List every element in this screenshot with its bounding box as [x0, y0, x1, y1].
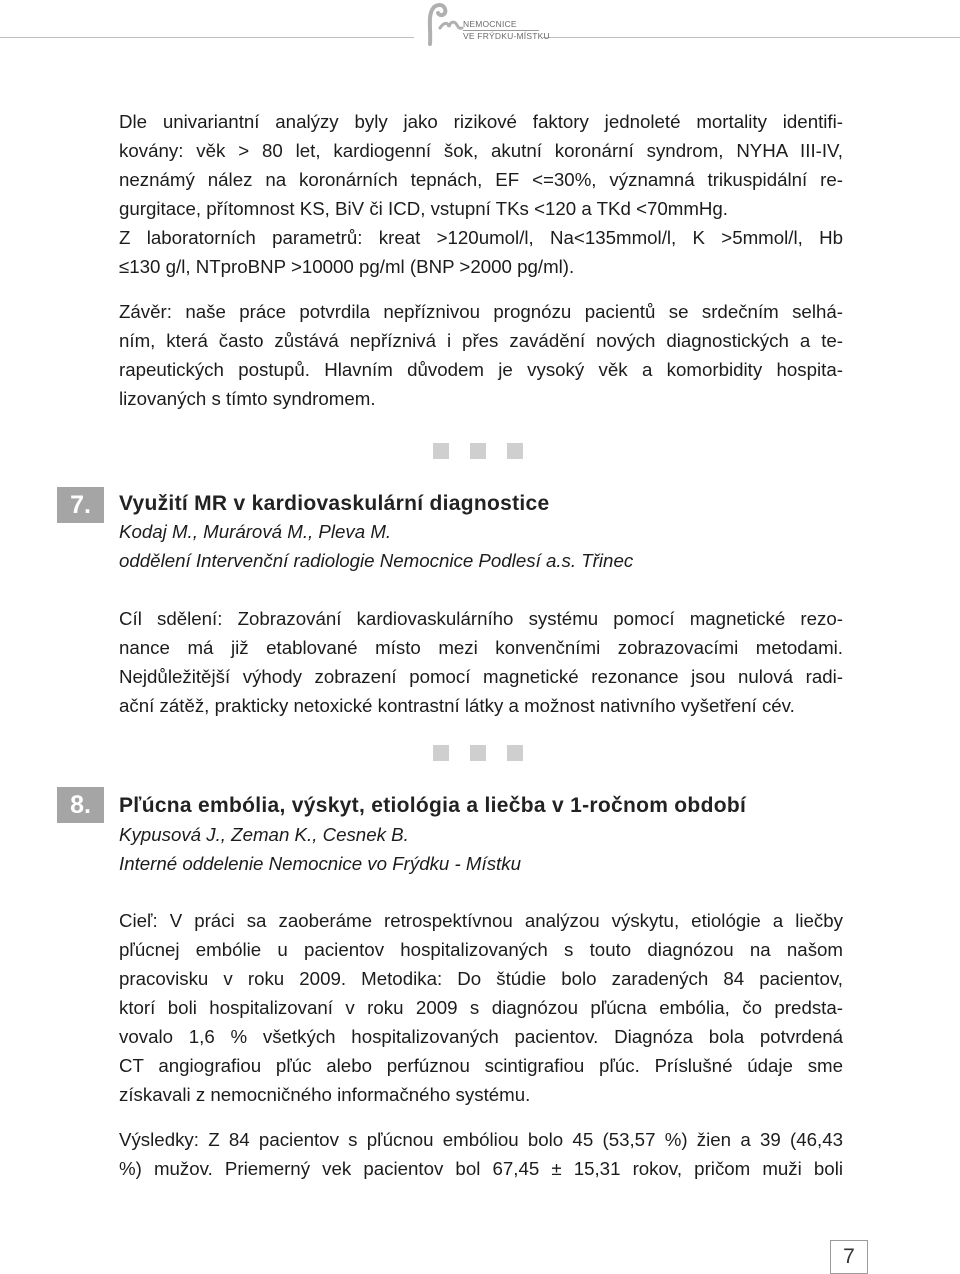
header-rule-left [0, 37, 414, 38]
section-authors: Kodaj M., Murárová M., Pleva M. [119, 521, 392, 542]
text-line: ktorí boli hospitalizovaní v roku 2009 s diagnózou pľúcna embólia, čo predsta- [119, 997, 843, 1018]
text-line: kovány: věk > 80 let, kardiogenní šok, akutní koronární syndrom, NYHA III-IV, [119, 140, 843, 161]
section-8-paragraph-2 [119, 1125, 843, 1183]
separator-square [507, 745, 523, 761]
text-line: %) mužov. Priemerný vek pacientov bol 67,45 ± 15,31 rokov, pričom muži boli [119, 1158, 843, 1179]
separator-square [470, 443, 486, 459]
text-line: neznámý nález na koronárních tepnách, EF <=30%, významná trikuspidální re- [119, 169, 843, 190]
separator-square [507, 443, 523, 459]
intro-paragraph-2 [119, 297, 843, 413]
logo-mark-icon [422, 0, 466, 50]
section-number-badge: 8. [57, 787, 104, 823]
header-rule-right [543, 37, 960, 38]
text-line: nance má již etablované místo mezi konvenčními zobrazovacími metodami. [119, 637, 843, 658]
text-line: gurgitace, přítomnost KS, BiV či ICD, vstupní TKs <120 a TKd <70mmHg. [119, 198, 729, 219]
section-7-body [119, 604, 843, 720]
text-line: pracovisku v roku 2009. Metodika: Do štúdie bolo zaradených 84 pacientov, [119, 968, 843, 989]
text-line: vovalo 1,6 % všetkých hospitalizovaných pacientov. Diagnóza bola potvrdená [119, 1026, 843, 1047]
section-number-badge: 7. [57, 487, 104, 523]
section-separator [433, 745, 523, 761]
separator-square [470, 745, 486, 761]
text-line: Výsledky: Z 84 pacientov s pľúcnou embóliou bolo 45 (53,57 %) žien a 39 (46,43 [119, 1129, 843, 1150]
text-line: ≤130 g/l, NTproBNP >10000 pg/ml (BNP >2000 pg/ml). [119, 256, 575, 277]
text-line: pľúcnej embólie u pacientov hospitalizovaných s touto diagnózou na našom [119, 939, 843, 960]
text-line: ační zátěž, prakticky netoxické kontrastní látky a možnost nativního vyšetření cév. [119, 695, 795, 716]
text-line: Závěr: naše práce potvrdila nepříznivou prognózu pacientů se srdečním selhá- [119, 301, 843, 322]
text-line: lizovaných s tímto syndromem. [119, 388, 376, 409]
section-department: Interné oddelenie Nemocnice vo Frýdku - Místku [119, 853, 521, 874]
logo-text-line1: NEMOCNICE [463, 19, 517, 29]
section-title: Pľúcna embólia, výskyt, etiológia a liečba v 1-ročnom období [119, 794, 747, 817]
section-8-paragraph-1 [119, 906, 843, 1109]
text-line: Z laboratorních parametrů: kreat >120umol/l, Na<135mmol/l, K >5mmol/l, Hb [119, 227, 843, 248]
separator-square [433, 443, 449, 459]
text-line: Dle univariantní analýzy byly jako rizikové faktory jednoleté mortality identifi- [119, 111, 843, 132]
text-line: Cieľ: V práci sa zaoberáme retrospektívnou analýzou výskytu, etiológie a liečby [119, 910, 843, 931]
separator-square [433, 745, 449, 761]
text-line: CT angiografiou pľúc alebo perfúznou scintigrafiou pľúc. Príslušné údaje sme [119, 1055, 843, 1076]
text-line: Nejdůležitější výhody zobrazení pomocí magnetické rezonance jsou nulová radi- [119, 666, 843, 687]
text-line: ním, která často zůstává nepříznivá i přes zavádění nových diagnostických a te- [119, 330, 843, 351]
hospital-logo [422, 0, 550, 52]
section-authors: Kypusová J., Zeman K., Cesnek B. [119, 824, 409, 845]
section-department: oddělení Intervenční radiologie Nemocnice Podlesí a.s. Třinec [119, 550, 634, 571]
section-title: Využití MR v kardiovaskulární diagnostice [119, 492, 550, 515]
section-separator [433, 443, 523, 459]
text-line: rapeutických postupů. Hlavním důvodem je vysoký věk a komorbidity hospita- [119, 359, 843, 380]
text-line: získavali z nemocničného informačného systému. [119, 1084, 531, 1105]
intro-paragraph-1 [119, 107, 843, 281]
page-number: 7 [830, 1240, 868, 1274]
text-line: Cíl sdělení: Zobrazování kardiovaskulárního systému pomocí magnetické rezo- [119, 608, 843, 629]
logo-text-line2: VE FRÝDKU-MÍSTKU [463, 31, 550, 41]
